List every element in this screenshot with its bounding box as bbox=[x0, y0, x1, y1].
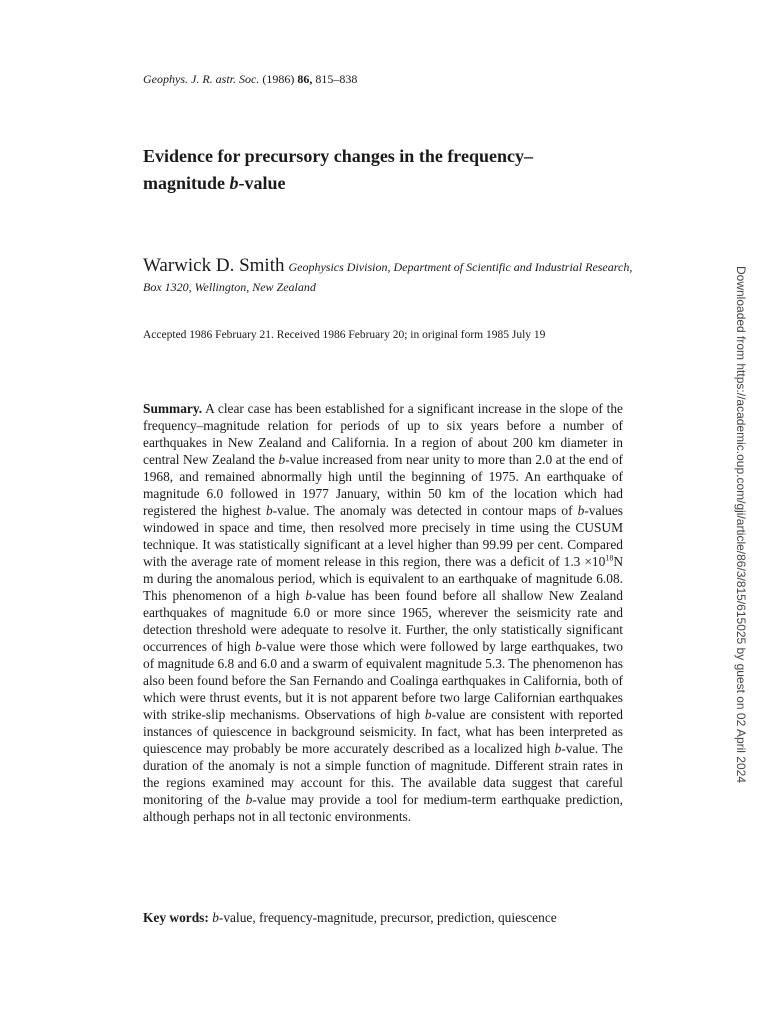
title-b-symbol: b bbox=[229, 173, 239, 193]
journal-volume: 86, bbox=[297, 72, 313, 86]
keywords bbox=[143, 910, 623, 926]
summary-paragraph bbox=[143, 400, 623, 825]
download-watermark: Downloaded from https://academic.oup.com/gji/article/86/3/815/615025 by guest on 02 April 2024 bbox=[734, 266, 748, 783]
b-symbol: b bbox=[577, 503, 585, 518]
summary-label: Summary. bbox=[143, 401, 203, 416]
keywords-label: Key words: bbox=[143, 910, 209, 925]
summary-text: N m during the anomalous period, which is equivalent to an earthquake of magnitude 6.08. This phenomenon of a high bbox=[143, 554, 623, 603]
summary-text: -value are consistent with reported instances of quiescence in background seismicity. In fact, what has been interpreted as quiescence may probably be more accurately described as a localized high bbox=[143, 707, 623, 756]
submission-dates: Accepted 1986 February 21. Received 1986 February 20; in original form 1985 July 19 bbox=[143, 329, 546, 341]
b-symbol: b bbox=[278, 452, 286, 467]
summary-text: -value. The duration of the anomaly is not a simple function of magnitude. Different strain rates in the regions examined may account for this. The available data suggest that careful monitoring of the bbox=[143, 741, 623, 807]
summary-text: -value. The anomaly was detected in contour maps of bbox=[272, 503, 578, 518]
author-name: Warwick D. Smith bbox=[143, 255, 285, 276]
b-symbol: b bbox=[554, 741, 562, 756]
author-affiliation: Geophysics Division, Department of Scientific and Industrial Research, Box 1320, Wellington, New Zealand bbox=[143, 260, 633, 294]
author-block bbox=[143, 256, 633, 297]
b-symbol: b bbox=[212, 910, 219, 925]
title-line-1: Evidence for precursory changes in the frequency– bbox=[143, 146, 533, 166]
title-line-2-post: -value bbox=[238, 173, 286, 193]
summary-text: -value has been found before all shallow New Zealand earthquakes of magnitude 6.0 or more since 1965, wherever the seismicity rate and detection threshold were adequate to resolve it. Further, the only statistically significant occurrences of high bbox=[143, 588, 623, 654]
summary-text: -value may provide a tool for medium-term earthquake prediction, although perhaps not in all tectonic environments. bbox=[143, 792, 624, 824]
paper-title bbox=[143, 143, 623, 197]
summary-text: -value increased from near unity to more than 2.0 at the end of 1968, and remained abnormally high until the beginning of 1975. An earthquake of magnitude 6.0 followed in 1977 January, within 50 km of the location which had registered the highest bbox=[143, 452, 623, 518]
b-symbol: b bbox=[265, 503, 273, 518]
journal-year: (1986) bbox=[262, 72, 295, 86]
journal-pages: 815–838 bbox=[315, 72, 358, 86]
exponent: 18 bbox=[605, 553, 614, 563]
keywords-text: -value, frequency-magnitude, precursor, prediction, quiescence bbox=[218, 910, 557, 925]
b-symbol: b bbox=[305, 588, 313, 603]
b-symbol: b bbox=[245, 792, 253, 807]
b-symbol: b bbox=[255, 639, 262, 654]
title-line-2-pre: magnitude bbox=[143, 173, 230, 193]
summary-text: A clear case has been established for a significant increase in the slope of the frequency–magnitude relation for periods of up to six years before a number of earthquakes in New Zealand and California. In a region of about 200 km diameter in central New Zealand the bbox=[143, 401, 623, 467]
summary-text: -value were those which were followed by large earthquakes, two of magnitude 6.8 and 6.0 and a swarm of equivalent magnitude 5.3. The phenomenon has also been found before the San Fernando and Coalinga earthquakes in California, both of which were thrust events, but it is not apparent before two large Californian earthquakes with strike-slip mechanisms. Observations of high bbox=[143, 639, 624, 722]
summary-text: -values windowed in space and time, then resolved more precisely in time using the CUSUM technique. It was statistically significant at a level higher than 99.99 per cent. Compared with the average rate of moment release in this region, there was a deficit of 1.3 ×10 bbox=[143, 503, 623, 569]
b-symbol: b bbox=[424, 707, 432, 722]
journal-reference bbox=[143, 72, 357, 87]
journal-name: Geophys. J. R. astr. Soc. bbox=[143, 72, 260, 86]
